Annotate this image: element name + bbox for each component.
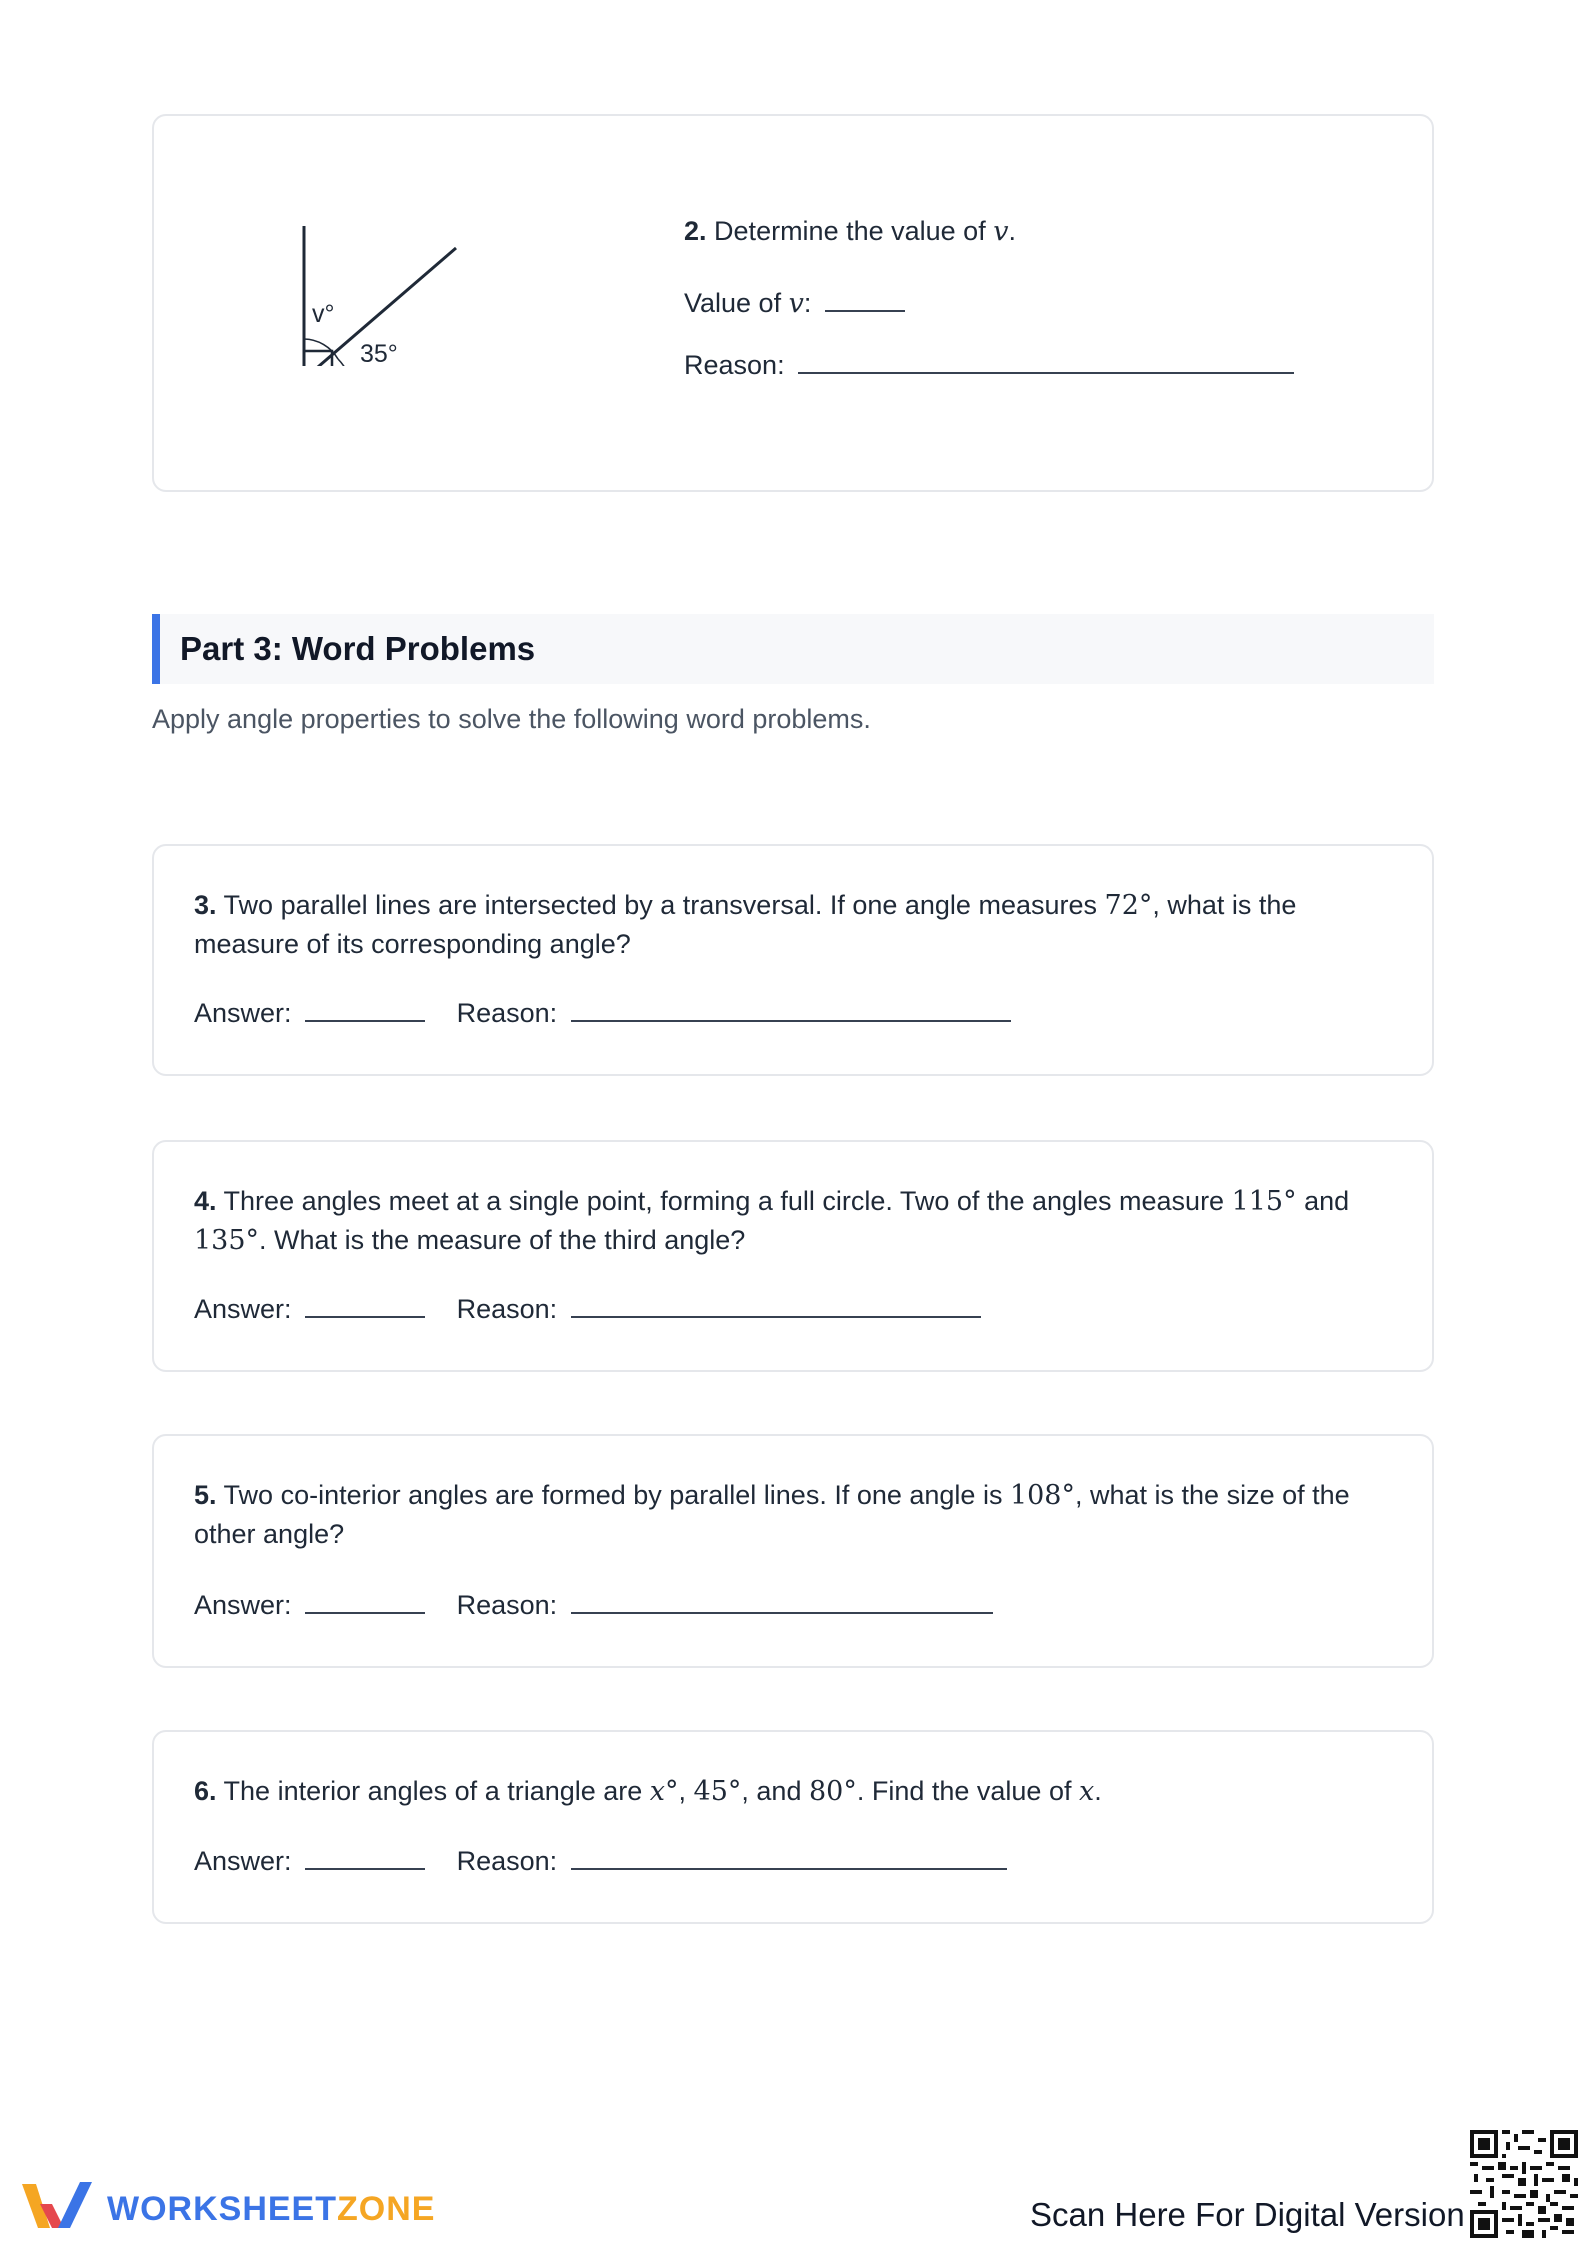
reason-blank[interactable] — [571, 1612, 993, 1614]
reason-blank[interactable] — [798, 372, 1294, 374]
angle-v-label: v° — [312, 300, 335, 328]
question-2-card — [152, 114, 1434, 492]
worksheetzone-logo-icon — [18, 2176, 98, 2236]
answer-reason-row: Answer: Reason: — [194, 1294, 981, 1325]
question-3-text: 3. Two parallel lines are intersected by a transversal. If one angle measures 72°, what is the measure of its corresponding angle? — [194, 890, 1297, 959]
question-4-card — [152, 1140, 1434, 1372]
scan-caption: Scan Here For Digital Version — [1030, 2196, 1465, 2233]
question-6-card — [152, 1730, 1434, 1924]
answer-blank[interactable] — [305, 1868, 425, 1870]
reason-blank[interactable] — [571, 1316, 981, 1318]
section-instructions: Apply angle properties to solve the following word problems. — [152, 704, 871, 734]
answer-blank[interactable] — [305, 1020, 425, 1022]
angle-diagram — [294, 206, 554, 366]
question-5-text: 5. Two co-interior angles are formed by parallel lines. If one angle is 108°, what is the size of the other angle? — [194, 1480, 1350, 1549]
brand-name: WORKSHEETZONE — [107, 2190, 436, 2228]
value-blank[interactable] — [825, 310, 905, 312]
reason-blank[interactable] — [571, 1020, 1011, 1022]
reason-row: Reason: — [684, 350, 1294, 381]
answer-reason-row: Answer: Reason: — [194, 1590, 993, 1621]
section-header — [152, 614, 1434, 684]
reason-blank[interactable] — [571, 1868, 1007, 1870]
question-2-prompt: 2. Determine the value of v. — [684, 216, 1016, 247]
answer-reason-row: Answer: Reason: — [194, 998, 1011, 1029]
section-title: Part 3: Word Problems — [180, 630, 536, 667]
qr-code-icon[interactable] — [1470, 2130, 1578, 2238]
question-3-card — [152, 844, 1434, 1076]
answer-reason-row: Answer: Reason: — [194, 1846, 1007, 1877]
value-of-v-row: Value of v: — [684, 288, 905, 319]
question-6-text: 6. The interior angles of a triangle are x°, 45°, and 80°. Find the value of x. — [194, 1776, 1102, 1807]
answer-blank[interactable] — [305, 1316, 425, 1318]
question-number: 2. — [684, 216, 707, 246]
answer-blank[interactable] — [305, 1612, 425, 1614]
question-5-card — [152, 1434, 1434, 1668]
arc-35 — [338, 359, 350, 366]
angle-35-label: 35° — [360, 340, 398, 366]
question-4-text: 4. Three angles meet at a single point, forming a full circle. Two of the angles measure 115° and 135°. What is the measure of the third angle? — [194, 1186, 1350, 1256]
